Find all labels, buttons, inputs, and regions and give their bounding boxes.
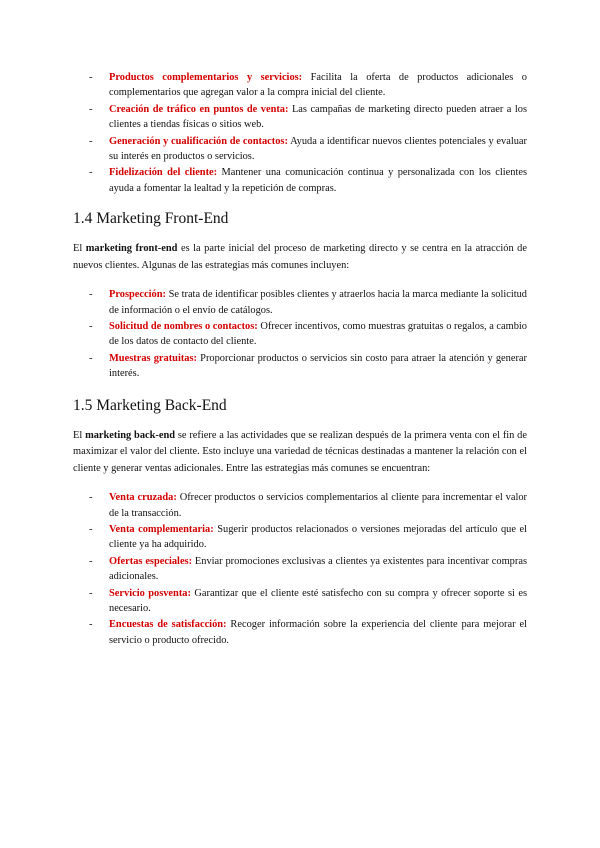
list-term: Solicitud de nombres o contactos: bbox=[109, 321, 258, 333]
list-term: Servicio posventa: bbox=[109, 587, 191, 599]
list-item bbox=[73, 70, 527, 101]
list-term: Fidelización del cliente: bbox=[109, 167, 218, 179]
list-item bbox=[73, 165, 527, 196]
list-item bbox=[73, 522, 527, 553]
intro-text: El bbox=[73, 429, 86, 441]
list-term: Generación y cualificación de contactos: bbox=[109, 135, 288, 147]
list-term: Prospección: bbox=[109, 289, 166, 301]
section-heading-back-end: 1.5 Marketing Back-End bbox=[73, 396, 227, 414]
list-text: Garantizar que el cliente esté satisfecho con su compra y ofrecer soporte si es necesario. bbox=[109, 587, 527, 615]
list-term: Productos complementarios y servicios: bbox=[109, 72, 303, 83]
list-item bbox=[73, 102, 527, 133]
list-text: Proporcionar productos o servicios sin costo para atraer la atención y generar interés. bbox=[109, 352, 527, 380]
list-item bbox=[73, 490, 527, 521]
list-term: Ofertas especiales: bbox=[109, 555, 193, 567]
benefits-list bbox=[73, 70, 527, 196]
list-term: Venta complementaria: bbox=[109, 524, 214, 535]
list-text: Enviar promociones exclusivas a clientes ya existentes para incentivar compras adicionales. bbox=[109, 555, 527, 583]
list-text: Mantener una comunicación continua y personalizada con los clientes ayuda a fomentar la lealtad y la repetición de compras. bbox=[109, 167, 527, 194]
list-text: Sugerir productos relacionados o versiones mejoradas del artículo que el cliente ya ha adquirido. bbox=[109, 524, 527, 551]
list-text: Ofrecer productos o servicios complementarios al cliente para incrementar el valor de la transacción. bbox=[109, 492, 527, 519]
list-text: Las campañas de marketing directo pueden atraer a los clientes a tiendas físicas o sitios web. bbox=[109, 103, 527, 131]
list-term: Venta cruzada: bbox=[109, 492, 177, 504]
intro-bold-term: marketing back-end bbox=[85, 429, 176, 441]
back-end-strategies-list bbox=[73, 490, 527, 648]
intro-bold-term: marketing front-end bbox=[85, 243, 178, 255]
bullet-dash: - bbox=[89, 103, 93, 115]
list-text: Ofrecer incentivos, como muestras gratuitas o regalos, a cambio de los datos de contacto del cliente. bbox=[109, 321, 527, 348]
bullet-dash: - bbox=[89, 72, 93, 83]
bullet-dash: - bbox=[89, 492, 93, 504]
bullet-dash: - bbox=[89, 321, 93, 333]
bullet-dash: - bbox=[89, 352, 93, 364]
bullet-dash: - bbox=[89, 619, 93, 631]
front-end-strategies-list bbox=[73, 287, 527, 381]
section-heading-front-end: 1.4 Marketing Front-End bbox=[73, 210, 229, 228]
intro-text: es la parte inicial del proceso de marketing directo y se centra en la atracción de nuevos clientes. Algunas de las estrategias más comunes incluyen: bbox=[73, 243, 527, 271]
list-term: Muestras gratuitas: bbox=[109, 352, 198, 364]
bullet-dash: - bbox=[89, 289, 93, 301]
list-item bbox=[73, 351, 527, 382]
bullet-dash: - bbox=[89, 555, 93, 567]
list-item bbox=[73, 287, 527, 318]
section-intro-back-end bbox=[73, 428, 527, 478]
list-text: Facilita la oferta de productos adicionales o complementarios que agregan valor a la compra inicial del cliente. bbox=[109, 72, 527, 99]
list-item bbox=[73, 554, 527, 585]
list-item bbox=[73, 617, 527, 648]
list-text: Se trata de identificar posibles clientes y atraerlos hacia la marca mediante la solicitud de información o el envío de catálogos. bbox=[109, 289, 527, 316]
intro-text: El bbox=[73, 243, 86, 255]
list-item bbox=[73, 586, 527, 617]
list-item bbox=[73, 134, 527, 165]
list-term: Encuestas de satisfacción: bbox=[109, 619, 227, 631]
list-text: Recoger información sobre la experiencia del cliente para mejorar el servicio o producto ofrecido. bbox=[109, 619, 527, 646]
bullet-dash: - bbox=[89, 587, 93, 599]
bullet-dash: - bbox=[89, 524, 93, 535]
list-text: Ayuda a identificar nuevos clientes potenciales y evaluar su interés en productos o servicios. bbox=[109, 135, 527, 163]
section-intro-front-end bbox=[73, 241, 527, 274]
bullet-dash: - bbox=[89, 135, 93, 147]
intro-text: se refiere a las actividades que se realizan después de la primera venta con el fin de maximizar el valor del cliente. Esto incluye una variedad de técnicas destinadas a mantener la relación con el cliente y generar ventas adicionales. Entre las estrategias más comunes se encuentran: bbox=[73, 429, 527, 474]
list-item bbox=[73, 319, 527, 350]
list-term: Creación de tráfico en puntos de venta: bbox=[109, 103, 289, 115]
bullet-dash: - bbox=[89, 167, 93, 179]
